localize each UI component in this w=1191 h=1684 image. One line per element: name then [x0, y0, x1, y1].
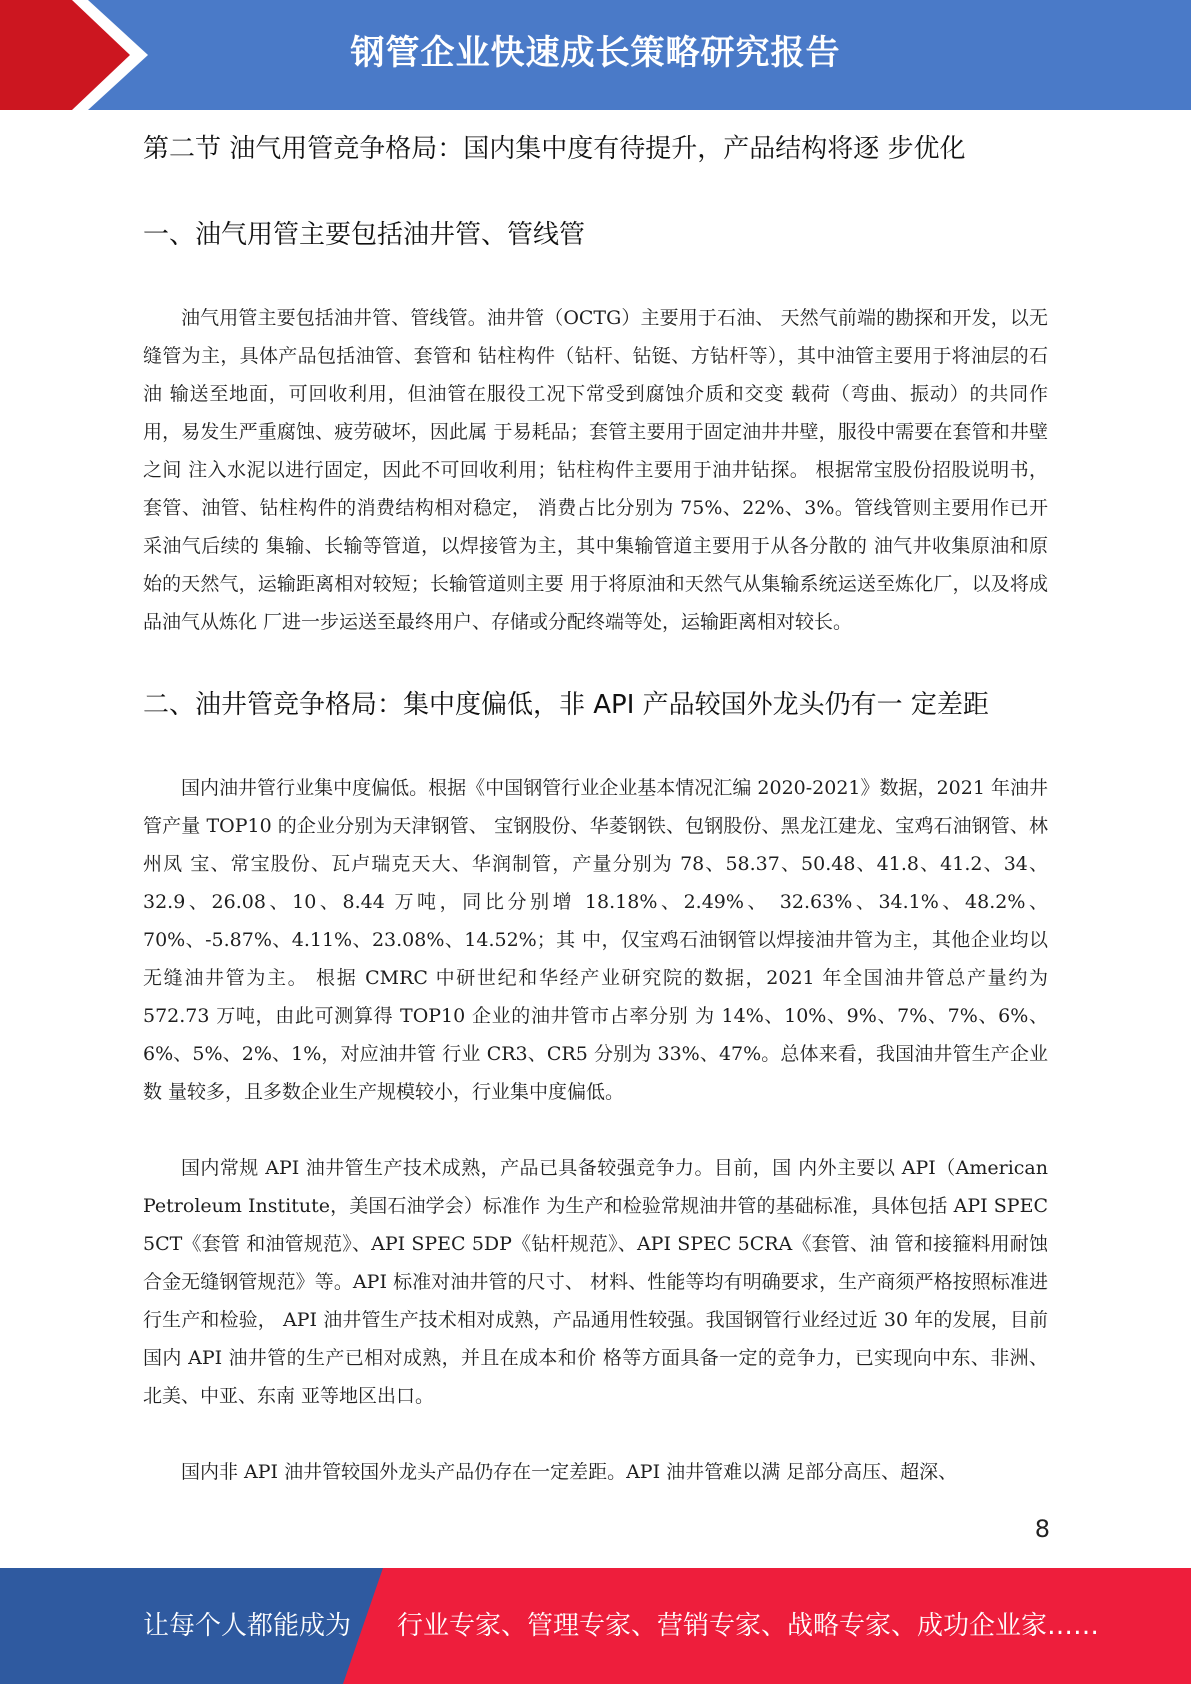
paragraph-3: 国内常规 API 油井管生产技术成熟，产品已具备较强竞争力。目前，国 内外主要以 API（American Petroleum Institute，美国石油学会）标准作 为生产和检验常规油井管的基础标准，具体包括 API SPEC 5CT《套管 和油管规范》、API SPEC 5DP《钻杆规范》、API SPEC 5CRA《套管、油 管和接箍料用耐蚀合金无缝钢管规范》等。API 标准对油井管的尺寸、 材料、性能等均有明确要求，生产商须严格按照标准进行生产和检验， API 油井管生产技术相对成熟，产品通用性较强。我国钢管行业经过近 30 年的发展，目前国内 API 油井管的生产已相对成熟，并且在成本和价 格等方面具备一定的竞争力，已实现向中东、非洲、北美、中亚、东南 亚等地区出口。: [143, 1157, 1048, 1407]
page-number: 8: [1034, 1515, 1050, 1543]
header-bar: [0, 0, 1191, 110]
heading-1: 一、油气用管主要包括油井管、管线管: [143, 220, 586, 250]
paragraph-2: 国内油井管行业集中度偏低。根据《中国钢管行业企业基本情况汇编 2020-2021》数据，2021 年油井管产量 TOP10 的企业分别为天津钢管、 宝钢股份、华菱钢铁、包钢股份、黑龙江建龙、宝鸡石油钢管、林州凤 宝、常宝股份、瓦卢瑞克天大、华润制管，产量分别为 78、58.37、50.48、41.8、41.2、34、32.9、26.08、10、8.44 万吨，同比分别增 18.18%、2.49%、 32.63%、34.1%、48.2%、70%、-5.87%、4.11%、23.08%、14.52%；其 中，仅宝鸡石油钢管以焊接油井管为主，其他企业均以无缝油井管为主。 根据 CMRC 中研世纪和华经产业研究院的数据，2021 年全国油井管总产量约为 572.73 万吨，由此可测算得 TOP10 企业的油井管市占率分别 为 14%、10%、9%、7%、7%、6%、6%、5%、2%、1%，对应油井管 行业 CR3、CR5 分别为 33%、47%。总体来看，我国油井管生产企业数 量较多，且多数企业生产规模较小，行业集中度偏低。: [143, 777, 1048, 1103]
paragraph-1: 油气用管主要包括油井管、管线管。油井管（OCTG）主要用于石油、 天然气前端的勘探和开发，以无缝管为主，具体产品包括油管、套管和 钻柱构件（钻杆、钻铤、方钻杆等），其中油管主要用于将油层的石油 输送至地面，可回收利用，但油管在服役工况下常受到腐蚀介质和交变 载荷（弯曲、振动）的共同作用，易发生严重腐蚀、疲劳破坏，因此属 于易耗品；套管主要用于固定油井井壁，服役中需要在套管和井壁之间 注入水泥以进行固定，因此不可回收利用；钻柱构件主要用于油井钻探。 根据常宝股份招股说明书，套管、油管、钻柱构件的消费结构相对稳定， 消费占比分别为 75%、22%、3%。管线管则主要用作已开采油气后续的 集输、长输等管道，以焊接管为主，其中集输管道主要用于从各分散的 油气井收集原油和原始的天然气，运输距离相对较短；长输管道则主要 用于将原油和天然气从集输系统运送至炼化厂，以及将成品油气从炼化 厂进一步运送至最终用户、存储或分配终端等处，运输距离相对较长。: [143, 307, 1048, 633]
heading-2: 二、油井管竞争格局：集中度偏低，非 API 产品较国外龙头仍有一 定差距: [143, 690, 989, 720]
paragraph-4: 国内非 API 油井管较国外龙头产品仍存在一定差距。API 油井管难以满 足部分高压、超深、: [181, 1461, 958, 1483]
footer-banner: [0, 1568, 1191, 1684]
footer-slogan-left: 让每个人都能成为: [143, 1611, 352, 1641]
section-title: 第二节 油气用管竞争格局：国内集中度有待提升，产品结构将逐 步优化: [143, 134, 966, 164]
document-body: [143, 125, 1048, 1491]
footer-slogan-right: 行业专家、管理专家、营销专家、战略专家、成功企业家……: [397, 1611, 1100, 1641]
report-title: 钢管企业快速成长策略研究报告: [350, 33, 841, 73]
